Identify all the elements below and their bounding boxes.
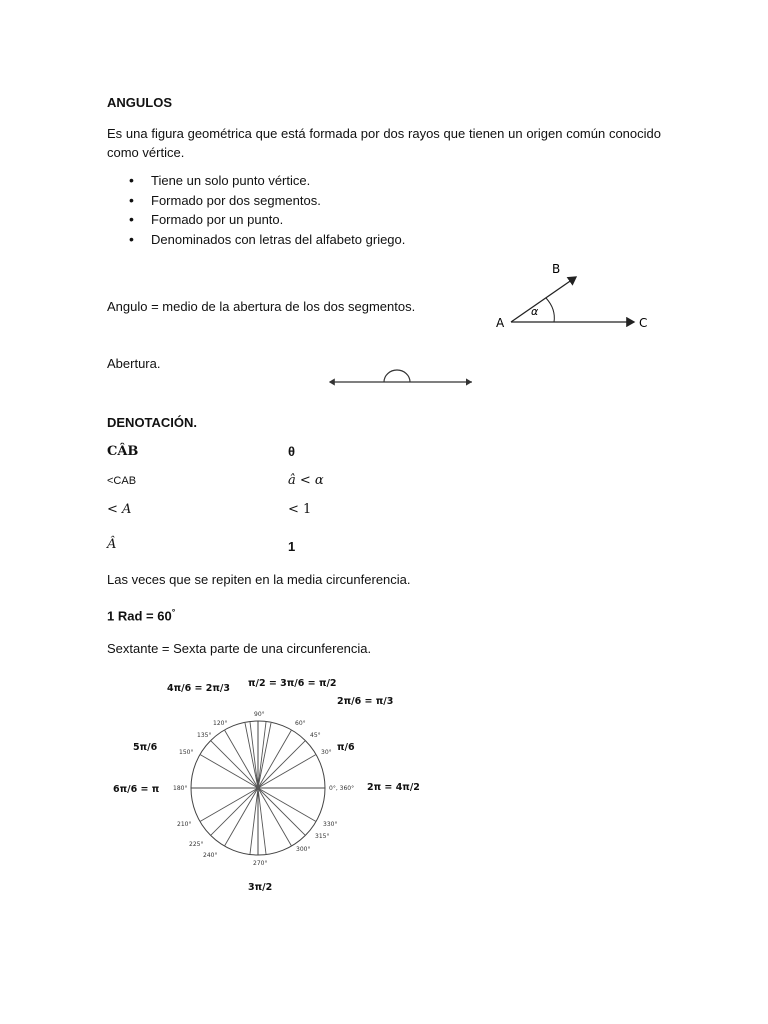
deg-300: 300°	[296, 846, 311, 853]
circunferencia-text: Las veces que se repiten en la media circunferencia.	[107, 572, 411, 587]
deg-0-360: 0°, 360°	[329, 785, 355, 792]
alpha-symbol: α	[531, 305, 539, 318]
sextante-text: Sextante = Sexta parte de una circunferencia.	[107, 641, 372, 656]
handwritten-left-upper: 5π/6	[133, 742, 158, 753]
rad-equation	[107, 603, 175, 625]
handwritten-top: π/2 = 3π/6 = π/2	[248, 678, 337, 689]
deg-330: 330°	[323, 821, 338, 828]
deg-90: 90°	[254, 711, 265, 718]
denotation-right-2: â < α	[288, 473, 324, 488]
angulo-definition: Angulo = medio de la abertura de los dos segmentos.	[107, 299, 416, 314]
deg-315: 315°	[315, 833, 330, 840]
deg-30: 30°	[321, 749, 332, 756]
handwritten-right: 2π = 4π/2	[367, 782, 420, 793]
point-c-label: C	[639, 316, 648, 330]
ray-ab	[511, 277, 576, 322]
handwritten-top-left: 4π/6 = 2π/3	[167, 683, 230, 694]
denotation-left-4: Â	[107, 537, 117, 552]
point-b-label: B	[552, 262, 561, 276]
deg-150: 150°	[179, 749, 194, 756]
deg-240: 240°	[203, 852, 218, 859]
handwritten-top-right: 2π/6 = π/3	[337, 696, 394, 707]
handwritten-left: 6π/6 = π	[113, 784, 160, 795]
angle-arc	[546, 298, 554, 322]
denotation-left-2: <CAB	[107, 475, 137, 487]
deg-45: 45°	[310, 732, 321, 739]
denotation-left-1: CÂB	[107, 444, 139, 459]
list-item: • Formado por dos segmentos.	[107, 191, 405, 211]
unit-circle-diagram	[105, 668, 445, 908]
abertura-arc	[384, 370, 410, 382]
angle-figure	[484, 255, 664, 345]
abertura-figure	[322, 362, 482, 392]
denotation-right-3: < 1	[288, 502, 312, 517]
deg-120: 120°	[213, 720, 228, 727]
page-heading: ANGULOS	[107, 95, 172, 110]
deg-135: 135°	[197, 732, 212, 739]
list-item: • Denominados con letras del alfabeto griego.	[107, 230, 405, 250]
abertura-label: Abertura.	[107, 356, 161, 371]
deg-270: 270°	[253, 860, 268, 867]
handwritten-right-upper: π/6	[337, 742, 355, 753]
denotation-right-1: θ	[288, 444, 296, 459]
list-item: • Formado por un punto.	[107, 210, 405, 230]
handwritten-bottom: 3π/2	[248, 882, 273, 893]
denotation-left-3: < A	[107, 502, 132, 517]
deg-225: 225°	[189, 841, 204, 848]
rad-value: 1 Rad = 60	[107, 608, 172, 624]
deg-210: 210°	[177, 821, 192, 828]
definition-paragraph: Es una figura geométrica que está formada por dos rayos que tienen un origen común conocido como vértice.	[107, 126, 661, 160]
list-item: • Tiene un solo punto vértice.	[107, 171, 405, 191]
denotacion-heading: DENOTACIÓN.	[107, 415, 198, 430]
properties-list	[107, 171, 405, 249]
degree-mark: °	[171, 607, 176, 617]
deg-60: 60°	[295, 720, 306, 727]
denotation-right-4: 1	[288, 539, 296, 554]
point-a-label: A	[496, 316, 505, 330]
deg-180: 180°	[173, 785, 188, 792]
